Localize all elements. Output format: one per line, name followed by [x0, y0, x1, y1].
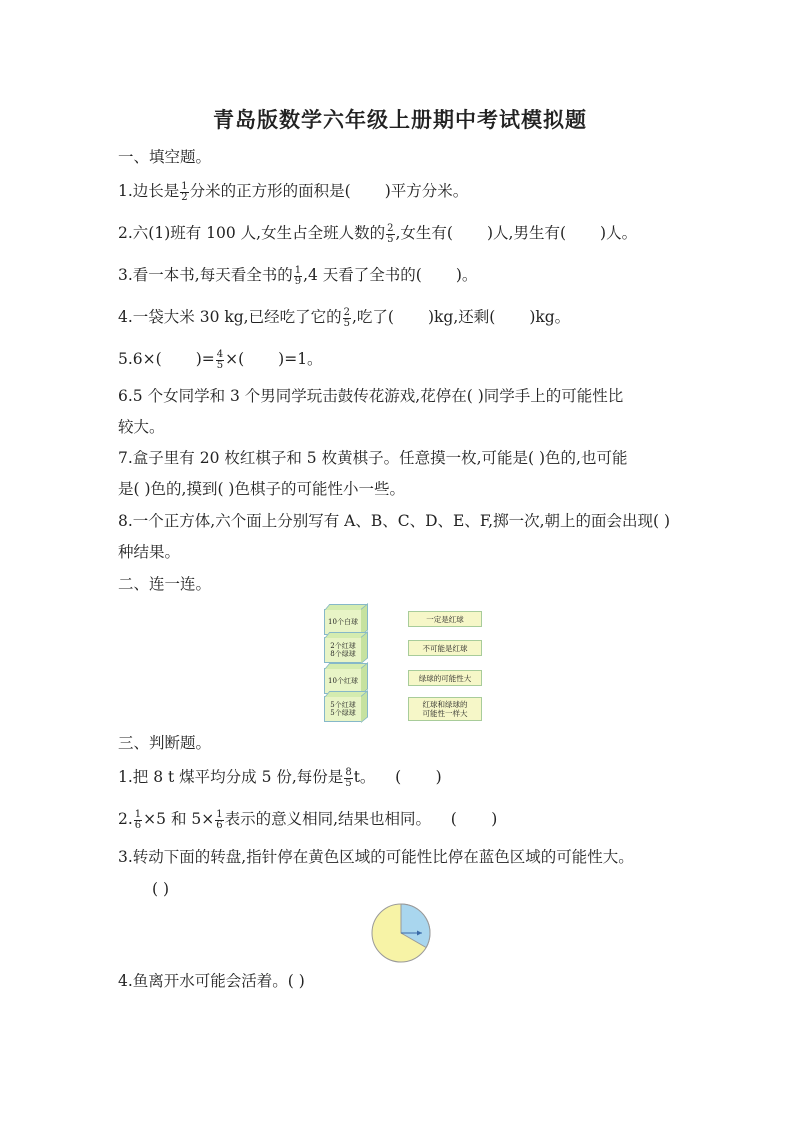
- ball-box-1: 10个白球: [324, 609, 362, 635]
- question-3: 3.看一本书,每天看全书的 $\frac{1}{9}$ ,4 天看了全书的( )。: [118, 264, 478, 287]
- judge-question-2: 2. $\frac{1}{6}$ ×5 和 5× $\frac{1}{6}$ 表示的意义相同,结果也相同。 ( ): [118, 808, 498, 831]
- fraction: $\frac{1}{6}$: [216, 808, 223, 831]
- question-4: 4.一袋大米 30 kg,已经吃了它的 $\frac{2}{5}$ ,吃了( )kg,还剩( )kg。: [118, 306, 571, 329]
- fraction: $\frac{1}{9}$: [294, 264, 302, 287]
- fraction: $\frac{8}{5}$: [345, 766, 352, 789]
- ball-box-3: 10个红球: [324, 668, 362, 694]
- section-heading-fill: 一、填空题。: [118, 148, 212, 166]
- question-7-line2: 是( )色的,摸到( )色棋子的可能性小一些。: [118, 480, 405, 498]
- fraction: $\frac{2}{5}$: [387, 222, 394, 245]
- question-6-line2: 较大。: [118, 418, 165, 436]
- outcome-card-1[interactable]: 一定是红球: [408, 611, 482, 627]
- judge-question-3-answer: ( ): [152, 880, 170, 898]
- question-8-line2: 种结果。: [118, 543, 181, 561]
- question-5: 5.6×( )= $\frac{4}{5}$ ×( )=1。: [118, 348, 323, 371]
- question-6-line1: 6.5 个女同学和 3 个男同学玩击鼓传花游戏,花停在( )同学手上的可能性比: [118, 387, 624, 405]
- fraction: $\frac{2}{5}$: [343, 306, 350, 329]
- fraction: $\frac{4}{5}$: [216, 348, 224, 371]
- ball-box-2: 2个红球 8个绿球: [324, 637, 362, 663]
- outcome-card-4[interactable]: 红球和绿球的 可能性一样大: [408, 697, 482, 721]
- fraction: $\frac{1}{2}$: [181, 180, 188, 203]
- section-heading-judge: 三、判断题。: [118, 734, 212, 752]
- section-heading-match: 二、连一连。: [118, 575, 212, 593]
- outcome-card-3[interactable]: 绿球的可能性大: [408, 670, 482, 686]
- judge-question-1: 1.把 8 t 煤平均分成 5 份,每份是 $\frac{8}{5}$ t。 ( ): [118, 766, 442, 789]
- outcome-card-2[interactable]: 不可能是红球: [408, 640, 482, 656]
- judge-question-4: 4.鱼离开水可能会活着。( ): [118, 972, 305, 990]
- question-7-line1: 7.盒子里有 20 枚红棋子和 5 枚黄棋子。任意摸一枚,可能是( )色的,也可能: [118, 449, 628, 467]
- ball-box-4: 5个红球 5个绿球: [324, 696, 362, 722]
- question-8-line1: 8.一个正方体,六个面上分别写有 A、B、C、D、E、F,掷一次,朝上的面会出现( ): [118, 512, 671, 530]
- page-title: 青岛版数学六年级上册期中考试模拟题: [213, 107, 587, 132]
- spinner-figure: [370, 902, 432, 964]
- fraction: $\frac{1}{6}$: [134, 808, 142, 831]
- judge-question-3-line1: 3.转动下面的转盘,指针停在黄色区域的可能性比停在蓝色区域的可能性大。: [118, 848, 634, 866]
- question-2: 2.六(1)班有 100 人,女生占全班人数的 $\frac{2}{5}$ ,女生有( )人,男生有( )人。: [118, 222, 638, 245]
- question-1: 1.边长是 $\frac{1}{2}$ 分米的正方形的面积是( )平方分米。: [118, 180, 469, 203]
